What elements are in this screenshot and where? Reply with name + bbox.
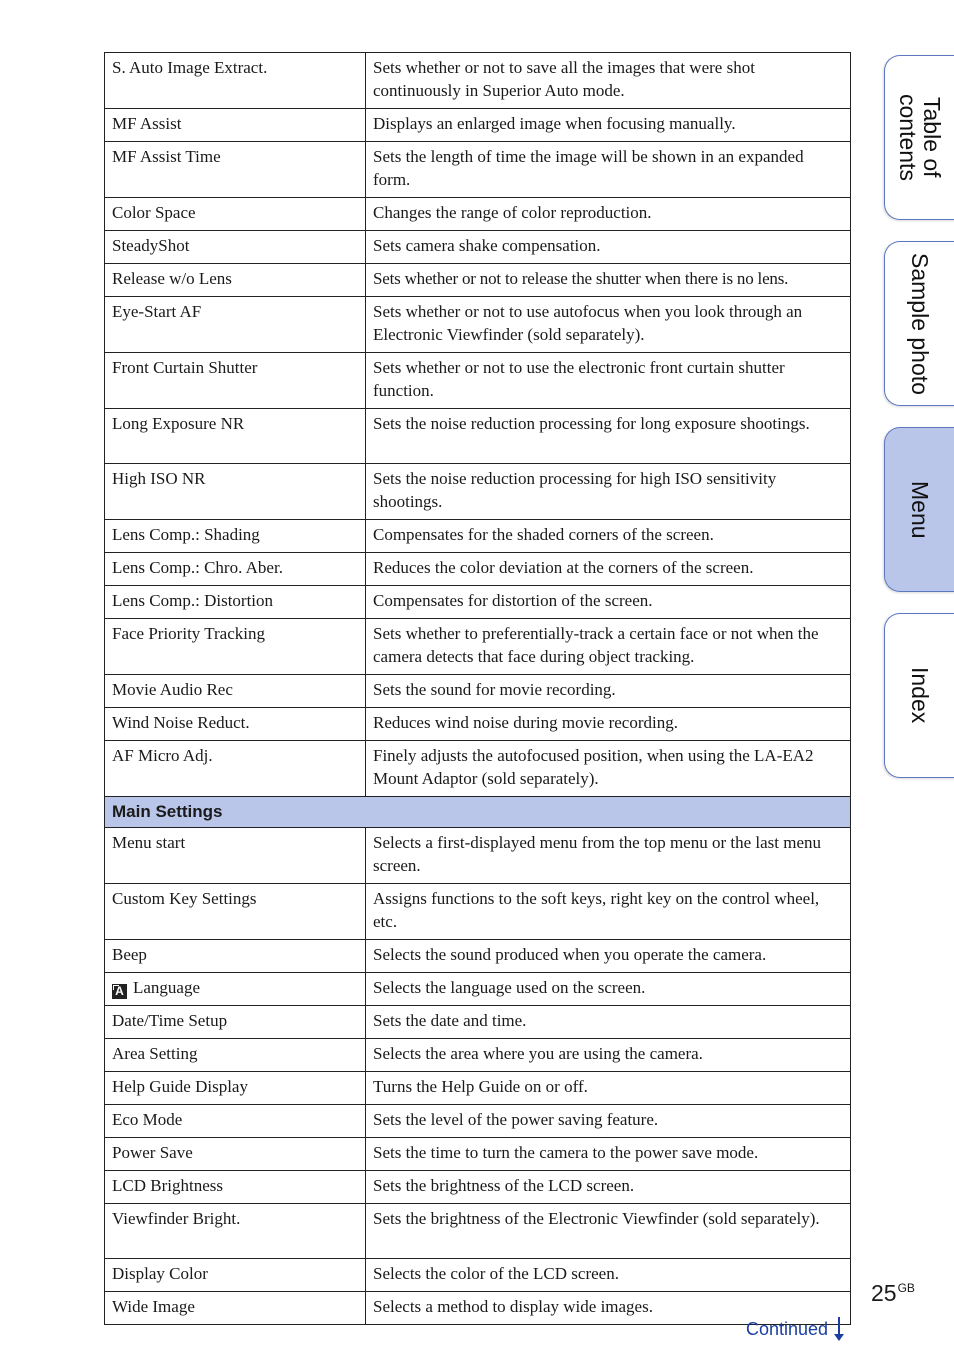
setting-name: Eye-Start AF <box>105 297 366 353</box>
language-icon: A <box>112 984 127 999</box>
setting-name: Viewfinder Bright. <box>105 1204 366 1259</box>
table-row <box>105 409 851 464</box>
tab-label: Sample photo <box>907 252 933 395</box>
setting-name-with-icon <box>105 973 366 1006</box>
setting-name: Power Save <box>105 1138 366 1171</box>
setting-description: Finely adjusts the autofocused position, when using the LA-EA2 Mount Adaptor (sold separately). <box>366 741 851 797</box>
table-row <box>105 297 851 353</box>
setting-description: Sets the noise reduction processing for high ISO sensitivity shootings. <box>366 464 851 520</box>
tab-label: Menu <box>907 480 933 539</box>
tab-table-of-contents[interactable] <box>884 55 954 220</box>
setting-description: Sets the sound for movie recording. <box>366 675 851 708</box>
table-row <box>105 198 851 231</box>
page-number <box>871 1280 915 1307</box>
setting-name: SteadyShot <box>105 231 366 264</box>
setting-description: Selects a method to display wide images. <box>366 1292 851 1325</box>
continued-link[interactable] <box>746 1317 844 1341</box>
table-row <box>105 520 851 553</box>
setting-description: Sets whether to preferentially-track a certain face or not when the camera detects that face during object tracking. <box>366 619 851 675</box>
setting-description: Changes the range of color reproduction. <box>366 198 851 231</box>
setting-name: Wind Noise Reduct. <box>105 708 366 741</box>
setting-name: Display Color <box>105 1259 366 1292</box>
setting-description: Sets whether or not to release the shutter when there is no lens. <box>366 264 851 297</box>
setting-name: Menu start <box>105 828 366 884</box>
setting-description: Turns the Help Guide on or off. <box>366 1072 851 1105</box>
setting-name: High ISO NR <box>105 464 366 520</box>
setting-description: Selects the area where you are using the camera. <box>366 1039 851 1072</box>
table-row <box>105 1039 851 1072</box>
tab-menu[interactable] <box>884 427 954 592</box>
setting-description: Displays an enlarged image when focusing manually. <box>366 109 851 142</box>
setting-description: Compensates for the shaded corners of the screen. <box>366 520 851 553</box>
setting-name: Long Exposure NR <box>105 409 366 464</box>
table-row <box>105 1006 851 1039</box>
setting-name: Help Guide Display <box>105 1072 366 1105</box>
setting-name: Date/Time Setup <box>105 1006 366 1039</box>
setting-name: Custom Key Settings <box>105 884 366 940</box>
setting-name: Release w/o Lens <box>105 264 366 297</box>
settings-table <box>104 52 851 1325</box>
setting-name: Language <box>133 978 201 997</box>
setting-name: Wide Image <box>105 1292 366 1325</box>
setting-name: Front Curtain Shutter <box>105 353 366 409</box>
setting-name: LCD Brightness <box>105 1171 366 1204</box>
tab-sample-photo[interactable] <box>884 241 954 406</box>
setting-description: Selects the language used on the screen. <box>366 973 851 1006</box>
table-row <box>105 1259 851 1292</box>
setting-name: MF Assist <box>105 109 366 142</box>
setting-description: Sets camera shake compensation. <box>366 231 851 264</box>
section-title: Main Settings <box>105 797 851 828</box>
table-row <box>105 1138 851 1171</box>
setting-description: Sets the brightness of the Electronic Viewfinder (sold separately). <box>366 1204 851 1259</box>
setting-description: Sets the level of the power saving feature. <box>366 1105 851 1138</box>
table-row <box>105 619 851 675</box>
table-row <box>105 1105 851 1138</box>
table-row <box>105 586 851 619</box>
table-row <box>105 708 851 741</box>
setting-description: Sets the noise reduction processing for long exposure shootings. <box>366 409 851 464</box>
page-number-value: 25 <box>871 1280 897 1306</box>
table-row <box>105 884 851 940</box>
setting-description: Reduces the color deviation at the corners of the screen. <box>366 553 851 586</box>
setting-name: Eco Mode <box>105 1105 366 1138</box>
setting-name: AF Micro Adj. <box>105 741 366 797</box>
setting-description: Sets whether or not to use the electronic front curtain shutter function. <box>366 353 851 409</box>
tab-index[interactable] <box>884 613 954 778</box>
page-number-suffix: GB <box>897 1281 915 1296</box>
table-row <box>105 464 851 520</box>
tab-label: Index <box>907 667 933 724</box>
table-row <box>105 53 851 109</box>
setting-description: Selects a first-displayed menu from the top menu or the last menu screen. <box>366 828 851 884</box>
table-row <box>105 940 851 973</box>
table-row <box>105 264 851 297</box>
setting-name: Face Priority Tracking <box>105 619 366 675</box>
setting-name: Area Setting <box>105 1039 366 1072</box>
arrow-down-icon <box>834 1317 844 1341</box>
setting-name: Lens Comp.: Distortion <box>105 586 366 619</box>
setting-name: Lens Comp.: Shading <box>105 520 366 553</box>
tab-label: Table of contents <box>895 94 945 181</box>
table-row <box>105 1204 851 1259</box>
table-row <box>105 109 851 142</box>
table-row <box>105 1072 851 1105</box>
setting-name: Color Space <box>105 198 366 231</box>
table-row <box>105 1292 851 1325</box>
table-row <box>105 741 851 797</box>
setting-description: Selects the sound produced when you operate the camera. <box>366 940 851 973</box>
table-row <box>105 828 851 884</box>
setting-description: Reduces wind noise during movie recording. <box>366 708 851 741</box>
setting-description: Selects the color of the LCD screen. <box>366 1259 851 1292</box>
setting-description: Assigns functions to the soft keys, right key on the control wheel, etc. <box>366 884 851 940</box>
setting-name: Movie Audio Rec <box>105 675 366 708</box>
setting-name: Beep <box>105 940 366 973</box>
setting-name: S. Auto Image Extract. <box>105 53 366 109</box>
table-row <box>105 142 851 198</box>
table-row <box>105 675 851 708</box>
table-row <box>105 231 851 264</box>
section-header-row <box>105 797 851 828</box>
table-row <box>105 553 851 586</box>
setting-description: Sets whether or not to use autofocus when you look through an Electronic Viewfinder (sold separately). <box>366 297 851 353</box>
continued-label: Continued <box>746 1318 829 1339</box>
setting-name: MF Assist Time <box>105 142 366 198</box>
table-row <box>105 973 851 1006</box>
setting-name: Lens Comp.: Chro. Aber. <box>105 553 366 586</box>
setting-description: Sets the length of time the image will be shown in an expanded form. <box>366 142 851 198</box>
setting-description: Sets the time to turn the camera to the power save mode. <box>366 1138 851 1171</box>
table-row <box>105 353 851 409</box>
setting-description: Sets the date and time. <box>366 1006 851 1039</box>
setting-description: Sets whether or not to save all the images that were shot continuously in Superior Auto mode. <box>366 53 851 109</box>
setting-description: Sets the brightness of the LCD screen. <box>366 1171 851 1204</box>
table-row <box>105 1171 851 1204</box>
setting-description: Compensates for distortion of the screen. <box>366 586 851 619</box>
